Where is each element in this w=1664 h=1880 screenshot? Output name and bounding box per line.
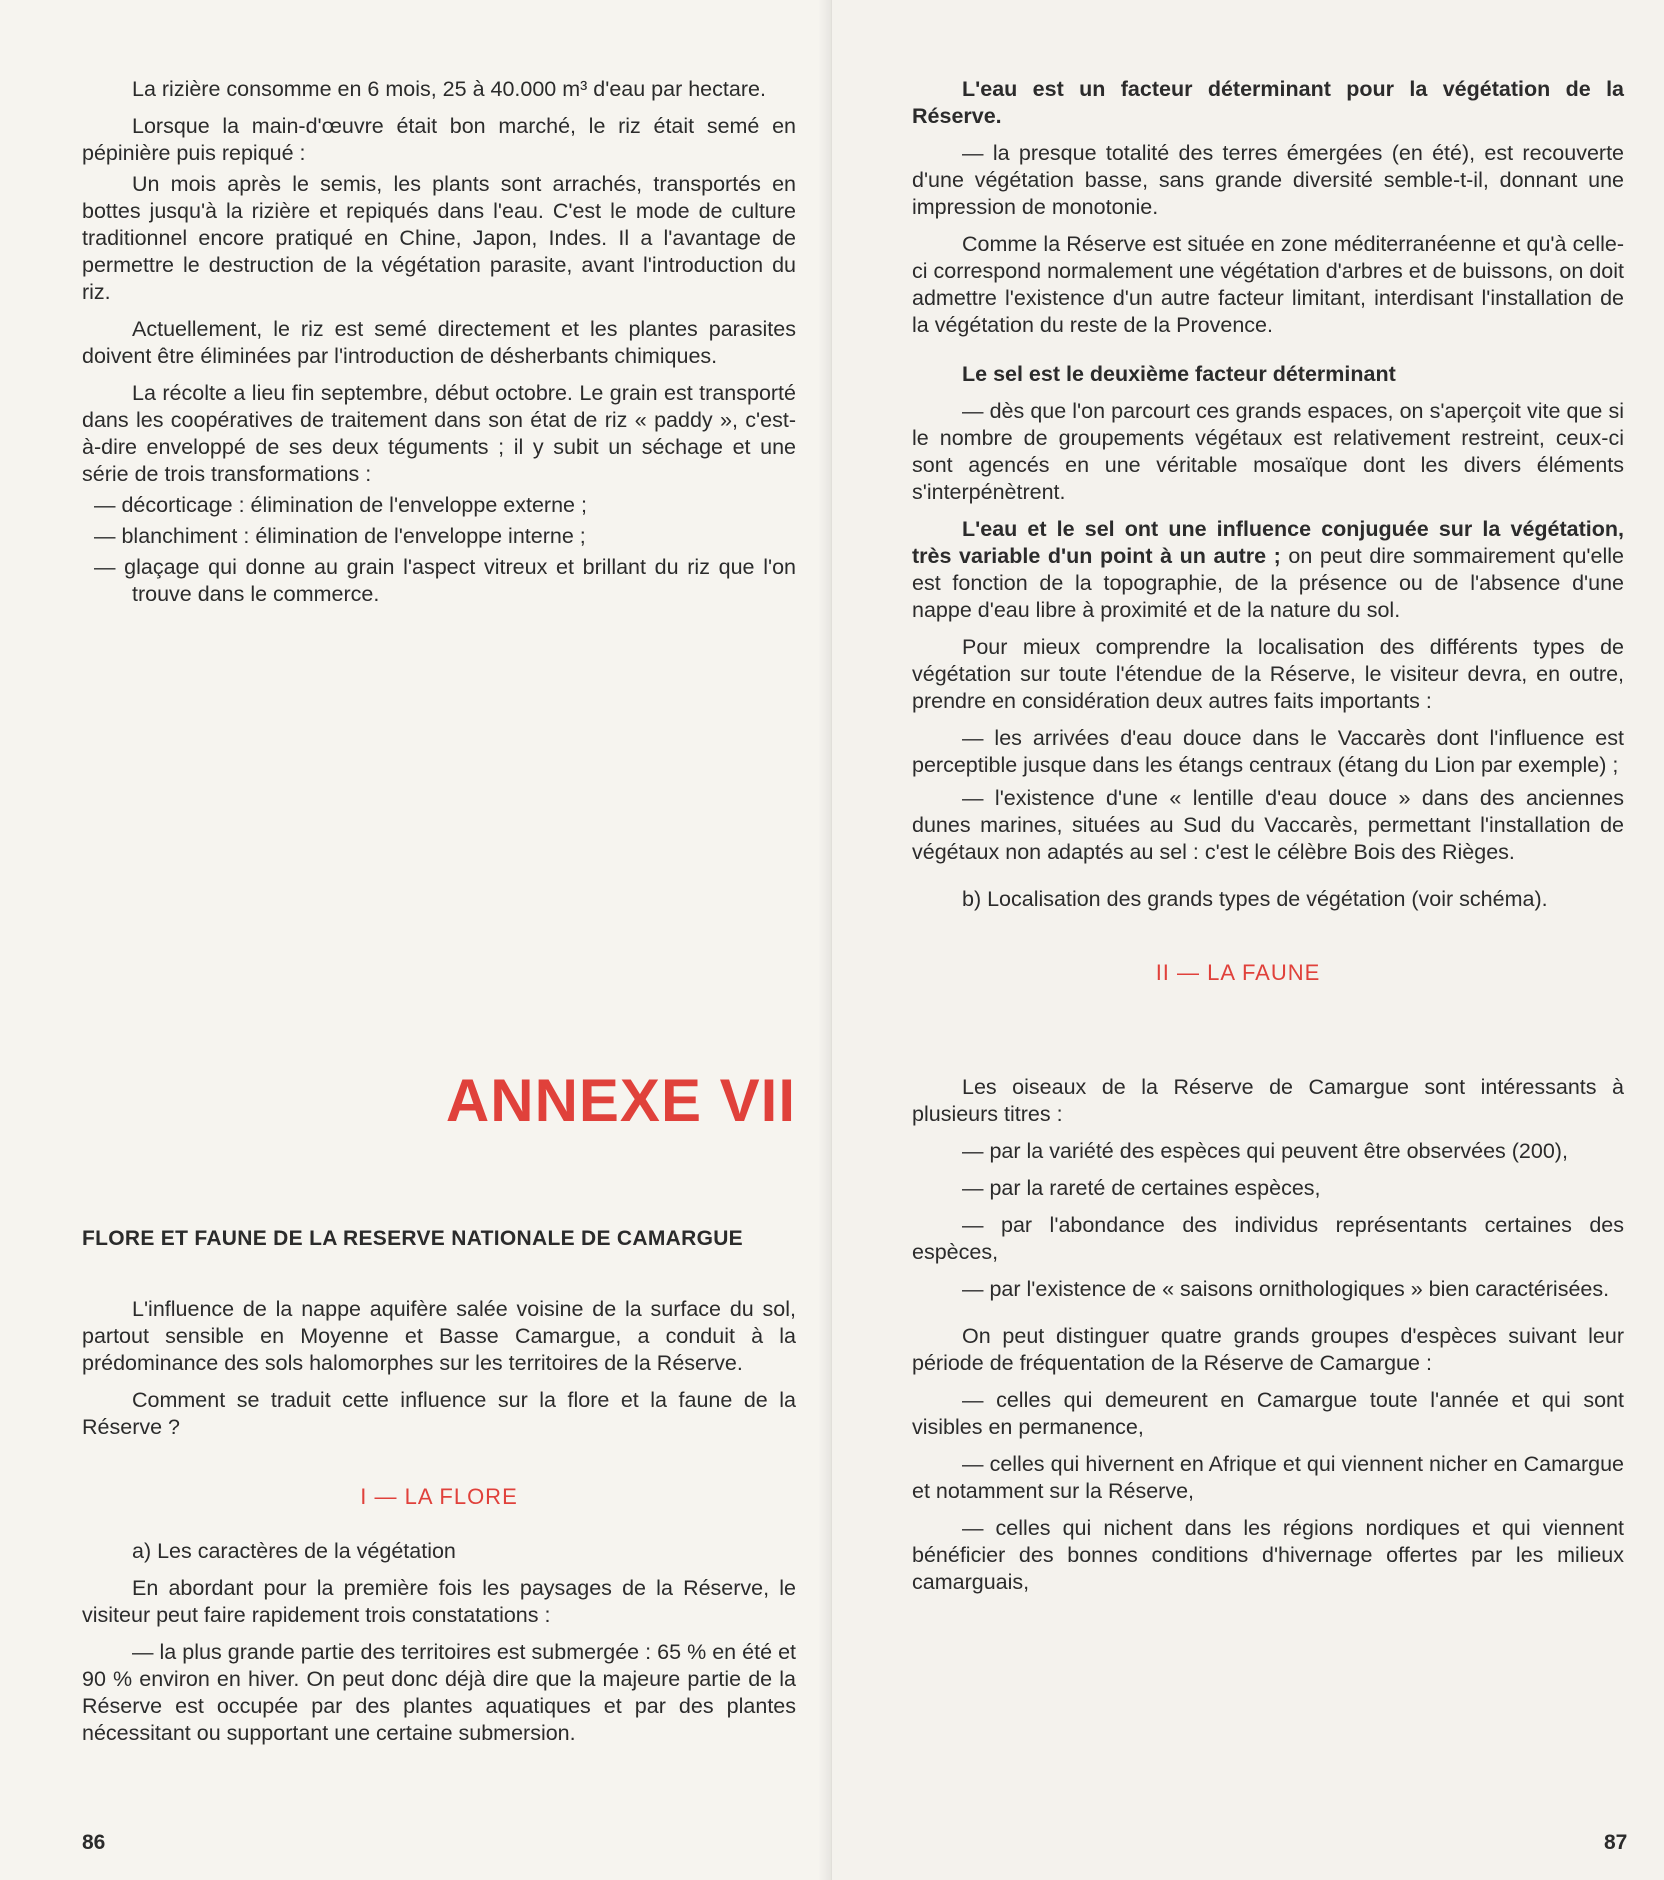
combined-bold: L'eau et le sel ont une influence conjuguée sur la végétation, très variable d'un point à un autre ; xyxy=(912,517,1624,568)
birds-point: — par l'abondance des individus représentants certaines des espèces, xyxy=(912,1213,1624,1264)
water-paragraph: — la presque totalité des terres émergées (en été), est recouverte d'une végétation basse, sans grande diversité semble-t-il, donnant une impression de monotonie. xyxy=(912,141,1624,219)
flore-subheading: a) Les caractères de la végétation xyxy=(132,1539,456,1563)
birds-point: — par la rareté de certaines espèces, xyxy=(962,1176,1321,1200)
rice-step: — blanchiment : élimination de l'enveloppe interne ; xyxy=(94,524,586,548)
factors-paragraph: — l'existence d'une « lentille d'eau douce » dans des anciennes dunes marines, situées au Sud du Vaccarès, permettant l'installation de végétaux non adaptés au sel : c'est le célèbre Bois des Rièges. xyxy=(912,786,1624,864)
birds-point: — par l'existence de « saisons ornithologiques » bien caractérisées. xyxy=(962,1277,1610,1301)
salt-heading: Le sel est le deuxième facteur déterminant xyxy=(962,362,1396,386)
annex-heading: FLORE ET FAUNE DE LA RESERVE NATIONALE DE CAMARGUE xyxy=(82,1227,743,1250)
rice-step: — décorticage : élimination de l'enveloppe externe ; xyxy=(94,493,587,517)
water-heading: L'eau est un facteur déterminant pour la végétation de la Réserve. xyxy=(912,77,1624,128)
group-item: — celles qui hivernent en Afrique et qui viennent nicher en Camargue et notamment sur la Réserve, xyxy=(912,1452,1624,1503)
localisation-subheading: b) Localisation des grands types de végétation (voir schéma). xyxy=(962,887,1548,911)
combined-rest: on peut dire sommairement qu'elle est fonction de la topographie, de la présence ou de l'absence d'une nappe d'eau libre à proximité et de la nature du sol. xyxy=(912,544,1624,622)
rice-paragraph: Actuellement, le riz est semé directement et les plantes parasites doivent être éliminées par l'introduction de désherbants chimiques. xyxy=(82,317,796,368)
rice-paragraph: Lorsque la main-d'œuvre était bon marché, le riz était semé en pépinière puis repiqué : xyxy=(82,114,796,165)
faune-section-title: II — LA FAUNE xyxy=(1155,960,1321,985)
combined-paragraph xyxy=(912,516,1624,624)
flore-continued xyxy=(912,76,1624,1596)
page-number: 87 xyxy=(1604,1831,1628,1854)
intro-paragraph: L'influence de la nappe aquifère salée voisine de la surface du sol, partout sensible en Moyenne et Basse Camargue, a conduit à la prédominance des sols halomorphes sur les territoires de la Réserve. xyxy=(82,1297,796,1375)
groups-intro: On peut distinguer quatre grands groupes d'espèces suivant leur période de fréquentation de la Réserve de Camargue : xyxy=(912,1324,1624,1375)
group-item: — celles qui demeurent en Camargue toute l'année et qui sont visibles en permanence, xyxy=(912,1388,1624,1439)
page-number: 86 xyxy=(82,1831,106,1854)
rice-paragraph: Un mois après le semis, les plants sont arrachés, transportés en bottes jusqu'à la rizière et repiqués dans l'eau. C'est le mode de culture traditionnel encore pratiqué en Chine, Japon, Indes. Il a l'avantage de permettre le destruction de la végétation parasite, avant l'introduction du riz. xyxy=(82,172,796,304)
annex-title: ANNEXE VII xyxy=(445,1067,796,1134)
flore-section-title: I — LA FLORE xyxy=(360,1484,518,1509)
birds-point: — par la variété des espèces qui peuvent être observées (200), xyxy=(962,1139,1568,1163)
flore-paragraph: — la plus grande partie des territoires est submergée : 65 % en été et 90 % environ en hiver. On peut donc déjà dire que la majeure partie de la Réserve est occupée par des plantes aquatiques et par des plantes nécessitant ou supportant une certaine submersion. xyxy=(82,1640,796,1745)
intro-paragraph: Comment se traduit cette influence sur la flore et la faune de la Réserve ? xyxy=(82,1388,796,1439)
water-paragraph: Comme la Réserve est située en zone méditerranéenne et qu'à celle-ci correspond normalement une végétation d'arbres et de buissons, on doit admettre l'existence d'un autre facteur limitant, interdisant l'installation de la végétation du reste de la Provence. xyxy=(912,232,1624,337)
flore-paragraph: En abordant pour la première fois les paysages de la Réserve, le visiteur peut faire rapidement trois constatations : xyxy=(82,1576,796,1627)
factors-paragraph: — les arrivées d'eau douce dans le Vaccarès dont l'influence est perceptible jusque dans les étangs centraux (étang du Lion par exemple) ; xyxy=(912,726,1624,777)
rice-paragraph: La récolte a lieu fin septembre, début octobre. Le grain est transporté dans les coopératives de traitement dans son état de riz « paddy », c'est-à-dire enveloppé de ses deux téguments ; il y subit un séchage et une série de trois transformations : xyxy=(82,381,796,486)
rice-section xyxy=(82,76,796,608)
group-item: — celles qui nichent dans les régions nordiques et qui viennent bénéficier des bonnes conditions d'hivernage offertes par les milieux camarguais, xyxy=(912,1516,1624,1594)
rice-step: — glaçage qui donne au grain l'aspect vitreux et brillant du riz que l'on trouve dans le commerce. xyxy=(94,555,796,606)
birds-intro: Les oiseaux de la Réserve de Camargue sont intéressants à plusieurs titres : xyxy=(912,1075,1624,1126)
annex-body xyxy=(82,1225,796,1747)
right-page xyxy=(832,0,1664,1880)
rice-paragraph: La rizière consomme en 6 mois, 25 à 40.000 m³ d'eau par hectare. xyxy=(132,77,766,101)
salt-paragraph: — dès que l'on parcourt ces grands espaces, on s'aperçoit vite que si le nombre de groupements végétaux est relativement restreint, ceux-ci sont agencés en une véritable mosaïque dont les divers éléments s'interpénètrent. xyxy=(912,399,1624,504)
factors-paragraph: Pour mieux comprendre la localisation des différents types de végétation sur toute l'étendue de la Réserve, le visiteur devra, en outre, prendre en considération deux autres faits importants : xyxy=(912,635,1624,713)
